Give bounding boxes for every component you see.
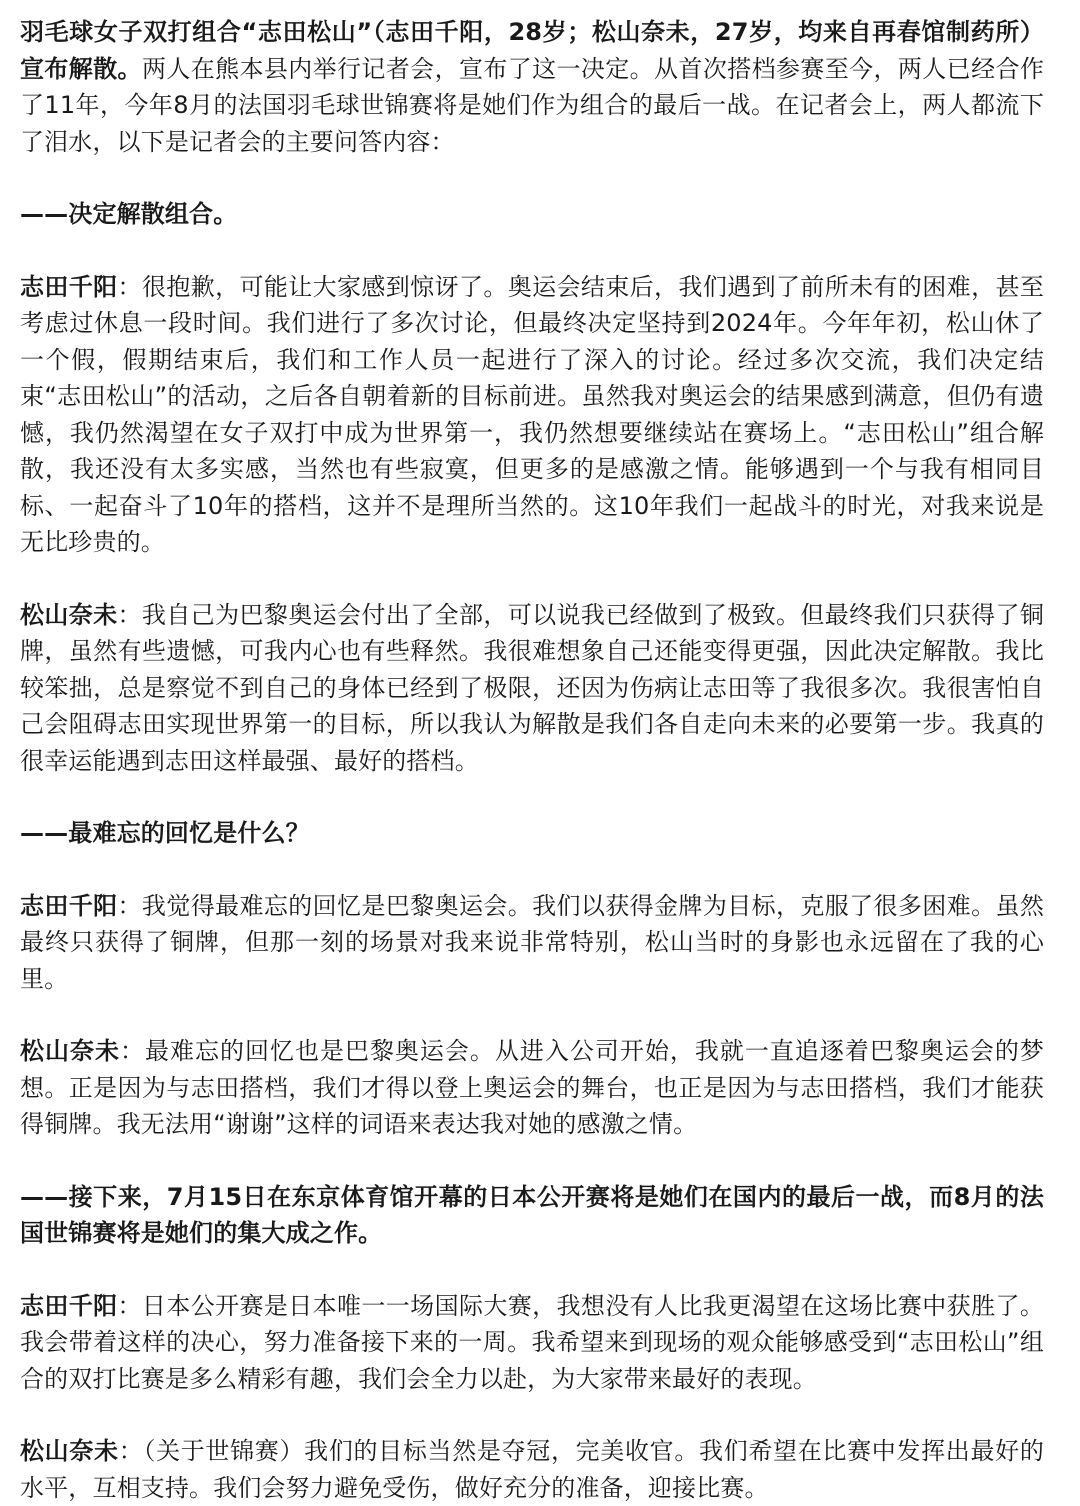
answer-text: ：（关于世锦赛）我们的目标当然是夺冠，完美收官。我们希望在比赛中发挥出最好的水平，互相支持。我们会努力避免受伤，做好充分的准备，迎接比赛。 <box>20 1437 1044 1502</box>
speaker-name: 志田千阳 <box>20 272 118 301</box>
question-1: ——决定解散组合。 <box>20 200 238 228</box>
answer-text: ：很抱歉，可能让大家感到惊讶了。奥运会结束后，我们遇到了前所未有的困难，甚至考虑过休息一段时间。我们进行了多次讨论，但最终决定坚持到2024年。今年年初，松山休了一个假，假期结束后，我们和工作人员一起进行了深入的讨论。经过多次交流，我们决定结束“志田松山”的活动，之后各自朝着新的目标前进。虽然我对奥运会的结果感到满意，但仍有遗憾，我仍然渴望在女子双打中成为世界第一，我仍然想要继续站在赛场上。“志田松山”组合解散，我还没有太多实感，当然也有些寂寞，但更多的是感激之情。能够遇到一个与我有相同目标、一起奋斗了10年的搭档，这并不是理所当然的。这10年我们一起战斗的时光，对我来说是无比珍贵的。 <box>20 272 1044 556</box>
speaker-name: 松山奈未 <box>20 1037 120 1065</box>
speaker-name: 志田千阳 <box>20 1291 118 1320</box>
answer-shida-3 <box>20 1288 1044 1398</box>
answer-matsuyama-1 <box>20 597 1044 780</box>
intro-paragraph <box>20 14 1044 160</box>
speaker-name: 松山奈未 <box>20 600 118 629</box>
intro-lead: 羽毛球女子双打组合“志田松山”（志田千阳，28岁；松山奈未，27岁，均来自再春馆制药所）宣布解散。 <box>20 18 1044 83</box>
speaker-name: 志田千阳 <box>20 891 118 920</box>
question-3: ——接下来，7月15日在东京体育馆开幕的日本公开赛将是她们在国内的最后一战，而8月的法国世锦赛将是她们的集大成之作。 <box>20 1182 1044 1247</box>
answer-text: ：最难忘的回忆也是巴黎奥运会。从进入公司开始，我就一直追逐着巴黎奥运会的梦想。正是因为与志田搭档，我们才得以登上奥运会的舞台，也正是因为与志田搭档，我们才能获得铜牌。我无法用“谢谢”这样的词语来表达我对她的感激之情。 <box>20 1037 1044 1138</box>
answer-text: ：我自己为巴黎奥运会付出了全部，可以说我已经做到了极致。但最终我们只获得了铜牌，虽然有些遗憾，可我内心也有些释然。我很难想象自己还能变得更强，因此决定解散。我比较笨拙，总是察觉不到自己的身体已经到了极限，还因为伤病让志田等了我很多次。我很害怕自己会阻碍志田实现世界第一的目标，所以我认为解散是我们各自走向未来的必要第一步。我真的很幸运能遇到志田这样最强、最好的搭档。 <box>20 600 1044 775</box>
answer-matsuyama-3 <box>20 1433 1044 1506</box>
intro-body: 两人在熊本县内举行记者会，宣布了这一决定。从首次搭档参赛至今，两人已经合作了11年，今年8月的法国羽毛球世锦赛将是她们作为组合的最后一战。在记者会上，两人都流下了泪水，以下是记者会的主要问答内容： <box>20 54 1044 156</box>
answer-shida-2 <box>20 888 1044 998</box>
answer-shida-1 <box>20 269 1044 561</box>
speaker-name: 松山奈未 <box>20 1437 119 1465</box>
answer-matsuyama-2 <box>20 1033 1044 1143</box>
answer-text: ：日本公开赛是日本唯一一场国际大赛，我想没有人比我更渴望在这场比赛中获胜了。我会带着这样的决心，努力准备接下来的一周。我希望来到现场的观众能够感受到“志田松山”组合的双打比赛是多么精彩有趣，我们会全力以赴，为大家带来最好的表现。 <box>20 1291 1044 1393</box>
answer-text: ：我觉得最难忘的回忆是巴黎奥运会。我们以获得金牌为目标，克服了很多困难。虽然最终只获得了铜牌，但那一刻的场景对我来说非常特别，松山当时的身影也永远留在了我的心里。 <box>20 891 1044 993</box>
question-2: ——最难忘的回忆是什么？ <box>20 819 310 847</box>
